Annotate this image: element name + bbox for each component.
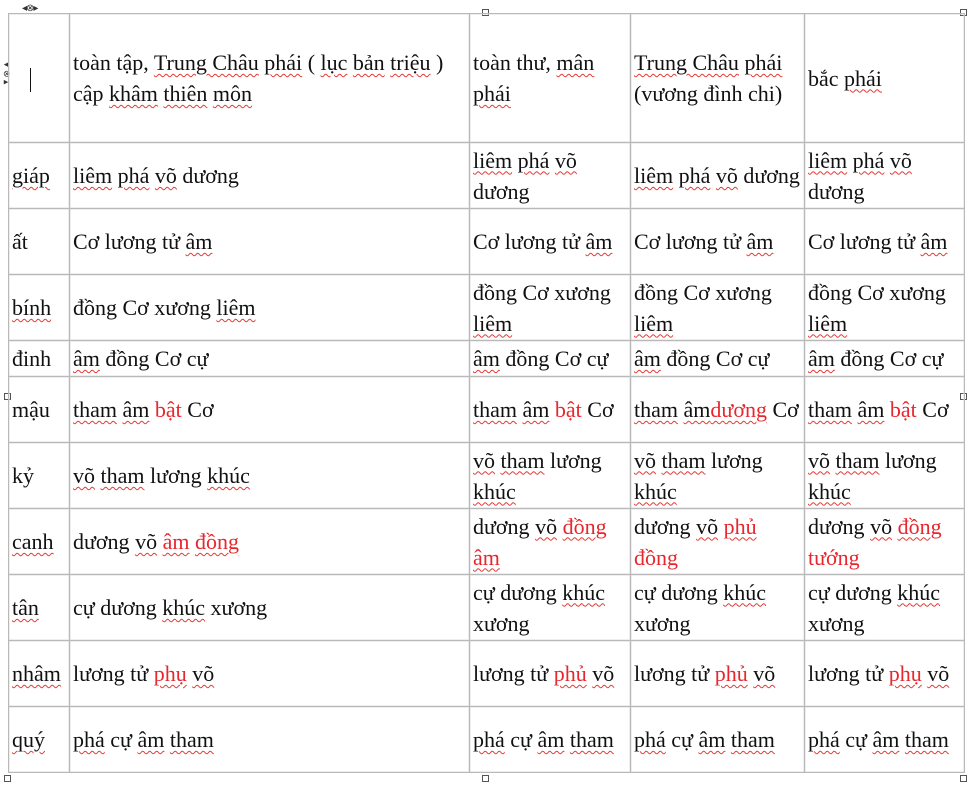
cell-text: toàn tập,: [73, 50, 154, 75]
spellcheck-word: Trung Châu: [634, 50, 739, 75]
table-cell[interactable]: [70, 707, 470, 773]
spellcheck-word: võ: [554, 147, 577, 173]
highlighted-text: âm: [473, 544, 500, 570]
table-cell[interactable]: [631, 143, 805, 209]
cell-text: cự: [504, 727, 538, 752]
spellcheck-word: võ: [473, 447, 495, 473]
spellcheck-word: âm: [522, 397, 550, 422]
table-row: [9, 341, 965, 377]
spellcheck-word: võ: [73, 463, 95, 488]
cell-text: đồng Cơ xương: [634, 279, 772, 305]
table-row: [9, 209, 965, 275]
spellcheck-word: tham: [100, 463, 145, 488]
highlighted-text: bật: [889, 397, 917, 422]
table-row: [9, 707, 965, 773]
highlighted-text: âm: [162, 529, 190, 554]
highlighted-text: bật: [554, 397, 582, 422]
table-cell[interactable]: [631, 443, 805, 509]
table-row: [9, 377, 965, 443]
cell-text: cự dương: [473, 579, 563, 605]
cell-text: Cơ: [916, 397, 949, 422]
table-cell[interactable]: [470, 341, 631, 377]
spellcheck-word: phá: [73, 727, 105, 752]
spellcheck-word: liêm: [216, 295, 256, 320]
spellcheck-word: tham: [730, 727, 775, 752]
spellcheck-word: phá: [678, 163, 711, 188]
spellcheck-word: phái: [264, 50, 303, 75]
spellcheck-word: tham: [500, 447, 545, 473]
cell-text: lương tử: [634, 661, 715, 686]
spellcheck-word: võ: [927, 661, 950, 686]
table-cell[interactable]: [631, 341, 805, 377]
table-cell[interactable]: [70, 143, 470, 209]
table-cell[interactable]: [805, 341, 965, 377]
table-cell[interactable]: [70, 575, 470, 641]
resize-handle-bottom-left[interactable]: [4, 775, 11, 782]
resize-handle-bottom-middle[interactable]: [482, 775, 489, 782]
table-cell[interactable]: [805, 641, 965, 707]
spellcheck-word: võ: [715, 163, 738, 188]
cell-text: lương: [544, 447, 602, 473]
spellcheck-word: phá: [517, 147, 550, 173]
cell-text: đồng Cơ cự: [660, 346, 770, 371]
cell-text: cự dương: [634, 579, 724, 605]
highlighted-text: tướng: [808, 544, 860, 570]
cell-text: dương: [73, 529, 136, 554]
spellcheck-word: phái: [744, 50, 783, 75]
header-cell[interactable]: [70, 14, 470, 143]
cell-text: cự: [839, 727, 873, 752]
cell-text: đồng Cơ cự: [834, 346, 944, 371]
cell-text: đồng Cơ cự: [499, 346, 609, 371]
spellcheck-word: tham: [169, 727, 214, 752]
table-cell[interactable]: [805, 707, 965, 773]
spellcheck-word: võ: [808, 447, 830, 473]
cell-text: Cơ: [581, 397, 614, 422]
heavenly-stems-table: [8, 13, 965, 773]
spellcheck-word: khúc: [207, 463, 250, 488]
table-cell[interactable]: [470, 641, 631, 707]
cell-text: lương tử: [473, 661, 554, 686]
cell-text: ất: [12, 229, 28, 254]
spellcheck-word: võ: [135, 529, 158, 554]
spellcheck-word: âm: [122, 397, 150, 422]
spellcheck-word: âm: [698, 727, 726, 752]
cell-text: xương: [473, 610, 530, 636]
table-cell[interactable]: [470, 443, 631, 509]
spellcheck-word: tham: [661, 447, 706, 473]
spellcheck-word: âm: [872, 727, 900, 752]
spellcheck-word: âm: [746, 229, 774, 254]
table-cell[interactable]: [805, 275, 965, 341]
cell-text: Cơ lương tử: [73, 229, 186, 254]
table-cell[interactable]: [70, 443, 470, 509]
spellcheck-word: tham: [808, 397, 852, 422]
stem-cell[interactable]: [9, 707, 70, 773]
spellcheck-word: phái: [473, 81, 511, 106]
cell-text: dương: [808, 513, 871, 539]
table-row: [9, 509, 965, 575]
cell-text: đinh: [12, 346, 52, 371]
spellcheck-word: liêm: [808, 147, 848, 173]
spellcheck-word: canh: [12, 529, 54, 554]
stem-cell[interactable]: [9, 143, 70, 209]
spellcheck-word: phá: [634, 727, 666, 752]
spellcheck-word: võ: [634, 447, 656, 473]
spellcheck-word: âm: [137, 727, 165, 752]
spellcheck-word: phái: [844, 65, 882, 91]
highlighted-text: phủ: [723, 513, 757, 539]
spellcheck-word: âm: [585, 229, 613, 254]
spellcheck-word: âm: [73, 346, 100, 371]
header-corner-cell[interactable]: [9, 14, 70, 143]
table-cell[interactable]: [805, 443, 965, 509]
cell-text: đồng Cơ xương: [808, 279, 946, 305]
cell-text: cự: [665, 727, 699, 752]
spellcheck-word: âm: [920, 229, 948, 254]
table-cell[interactable]: [70, 209, 470, 275]
cell-text: lương: [879, 447, 937, 473]
spellcheck-word: tham: [569, 727, 614, 752]
spellcheck-word: võ: [154, 163, 177, 188]
table-header-row: [9, 14, 965, 143]
spellcheck-word: bính: [12, 295, 52, 320]
spellcheck-word: võ: [889, 147, 912, 173]
table-cell[interactable]: [70, 377, 470, 443]
spellcheck-word: âm: [537, 727, 565, 752]
spellcheck-word: khúc: [634, 478, 677, 504]
spellcheck-word: liêm: [473, 310, 513, 336]
cell-text: bắc: [808, 65, 845, 91]
header-cell[interactable]: [805, 14, 965, 143]
spellcheck-word: quý: [12, 727, 45, 752]
spellcheck-word: tham: [634, 397, 678, 422]
spellcheck-word: võ: [535, 513, 558, 539]
table-cell[interactable]: [70, 275, 470, 341]
spellcheck-word: khúc: [162, 595, 206, 620]
cell-text: cự dương: [808, 579, 898, 605]
header-cell[interactable]: [631, 14, 805, 143]
table-row: [9, 275, 965, 341]
table-cell[interactable]: [631, 209, 805, 275]
table-cell[interactable]: [631, 707, 805, 773]
spellcheck-word: võ: [592, 661, 615, 686]
header-cell[interactable]: [470, 14, 631, 143]
spellcheck-word: lục: [320, 50, 348, 75]
cell-text: cự dương: [73, 595, 163, 620]
cell-text: đồng Cơ cự: [99, 346, 209, 371]
cell-text: toàn thư,: [473, 50, 557, 75]
spellcheck-word: âm: [634, 346, 661, 371]
cell-text: ) cập: [73, 50, 444, 106]
spellcheck-word: võ: [696, 513, 719, 539]
stem-cell[interactable]: [9, 209, 70, 275]
stem-cell[interactable]: [9, 275, 70, 341]
stem-cell[interactable]: [9, 377, 70, 443]
cell-text: xương: [205, 595, 268, 620]
highlighted-text: phụ: [153, 661, 187, 686]
cell-text: xương: [634, 610, 691, 636]
table-row: [9, 443, 965, 509]
spellcheck-word: âm: [683, 397, 711, 422]
cell-text: (vương đình chi): [634, 81, 783, 106]
table-cell[interactable]: [70, 341, 470, 377]
spellcheck-word: tham: [904, 727, 949, 752]
spellcheck-word: khúc: [808, 478, 851, 504]
highlighted-text: đồng: [897, 513, 942, 539]
spellcheck-word: Trung Châu: [153, 50, 259, 75]
highlighted-text: bật: [154, 397, 182, 422]
spellcheck-word: liêm: [473, 147, 513, 173]
resize-handle-bottom-right[interactable]: [960, 775, 967, 782]
spellcheck-word: liêm: [634, 163, 674, 188]
table-move-handle-icon[interactable]: ◂⊗▸: [22, 3, 38, 14]
cell-text: dương: [176, 163, 239, 188]
table-cell[interactable]: [470, 575, 631, 641]
spellcheck-word: võ: [870, 513, 893, 539]
highlighted-text: đồng: [562, 513, 607, 539]
spellcheck-word: nhâm: [12, 661, 61, 686]
table-cell[interactable]: [631, 377, 805, 443]
stem-cell[interactable]: [9, 641, 70, 707]
cell-text: Cơ: [766, 397, 799, 422]
cell-text: lương: [144, 463, 208, 488]
spellcheck-word: âm: [185, 229, 213, 254]
stem-cell[interactable]: [9, 509, 70, 575]
spellcheck-word: võ: [753, 661, 776, 686]
cell-text: Cơ lương tử: [634, 229, 747, 254]
stem-cell[interactable]: [9, 341, 70, 377]
cell-text: kỷ: [12, 463, 34, 488]
table-cell[interactable]: [805, 575, 965, 641]
spellcheck-word: tham: [473, 397, 517, 422]
spellcheck-word: âm: [808, 346, 835, 371]
table-cell[interactable]: [805, 509, 965, 575]
cell-text: (: [302, 50, 321, 75]
cell-text: lương: [705, 447, 763, 473]
spellcheck-word: âm: [857, 397, 885, 422]
row-select-handle-icon[interactable]: ◂⊗▸: [1, 60, 11, 88]
spellcheck-word: phá: [808, 727, 840, 752]
spellcheck-word: môn: [212, 81, 253, 106]
table-cell[interactable]: [470, 209, 631, 275]
spellcheck-word: triệu: [390, 50, 431, 75]
table-cell[interactable]: [805, 377, 965, 443]
table-row: [9, 143, 965, 209]
spellcheck-word: âm: [473, 346, 500, 371]
table-cell[interactable]: [631, 509, 805, 575]
cell-text: dương: [737, 163, 800, 188]
cell-text: mậu: [12, 397, 50, 422]
highlighted-text: đồng: [194, 529, 239, 554]
spellcheck-word: phá: [473, 727, 505, 752]
spellcheck-word: liêm: [73, 163, 113, 188]
highlighted-text: phủ: [553, 661, 587, 686]
spellcheck-word: bản: [352, 50, 385, 75]
table-cell[interactable]: [805, 209, 965, 275]
spellcheck-word: tham: [835, 447, 880, 473]
highlighted-text: phụ: [888, 661, 922, 686]
spellcheck-word: liêm: [634, 310, 674, 336]
spellcheck-word: mân: [556, 50, 595, 75]
cell-text: Cơ lương tử: [473, 229, 586, 254]
spellcheck-word: võ: [192, 661, 215, 686]
table-row: [9, 641, 965, 707]
highlighted-text: đồng: [634, 544, 678, 570]
table-cell[interactable]: [805, 143, 965, 209]
table-cell[interactable]: [470, 707, 631, 773]
cell-text: đồng Cơ xương: [73, 295, 217, 320]
cell-text: lương tử: [73, 661, 154, 686]
spellcheck-word: tham: [73, 397, 117, 422]
table-cell[interactable]: [470, 509, 631, 575]
cell-text: dương: [473, 178, 530, 204]
table-row: [9, 575, 965, 641]
cell-text: cự: [104, 727, 138, 752]
table-cell[interactable]: [631, 575, 805, 641]
cell-text: Cơ: [181, 397, 214, 422]
cell-text: dương: [808, 178, 865, 204]
highlighted-text: dương: [710, 397, 767, 422]
spellcheck-word: khúc: [473, 478, 516, 504]
cell-text: Cơ lương tử: [808, 229, 921, 254]
spellcheck-word: khâm: [109, 81, 158, 106]
highlighted-text: phủ: [714, 661, 748, 686]
spellcheck-word: giáp: [12, 163, 50, 188]
cell-text: đồng Cơ xương: [473, 279, 611, 305]
spellcheck-word: thiên: [163, 81, 208, 106]
table-cell[interactable]: [70, 509, 470, 575]
stem-cell[interactable]: [9, 443, 70, 509]
cell-text: xương: [808, 610, 865, 636]
spellcheck-word: phá: [117, 163, 150, 188]
spellcheck-word: khúc: [562, 579, 606, 605]
table-cell[interactable]: [631, 641, 805, 707]
table-cell[interactable]: [470, 275, 631, 341]
table-cell[interactable]: [470, 143, 631, 209]
cell-text: dương: [634, 513, 697, 539]
spellcheck-word: phá: [852, 147, 885, 173]
stem-cell[interactable]: [9, 575, 70, 641]
spellcheck-word: khúc: [723, 579, 767, 605]
table-cell[interactable]: [631, 275, 805, 341]
cell-text: dương: [473, 513, 536, 539]
table-cell[interactable]: [470, 377, 631, 443]
cell-text: lương tử: [808, 661, 889, 686]
spellcheck-word: khúc: [897, 579, 941, 605]
table-cell[interactable]: [70, 641, 470, 707]
spellcheck-word: tân: [12, 595, 39, 620]
spellcheck-word: liêm: [808, 310, 848, 336]
text-cursor: [30, 68, 31, 92]
